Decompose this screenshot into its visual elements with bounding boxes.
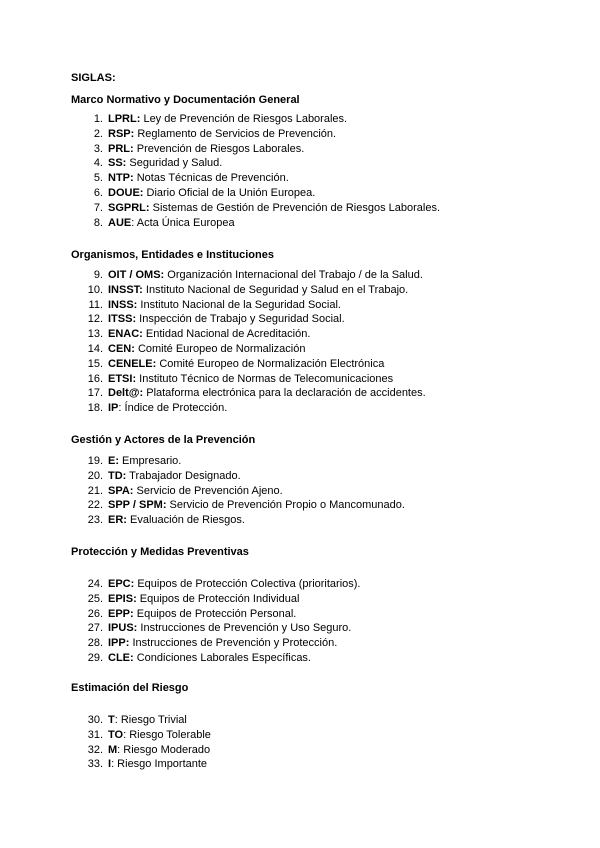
acronym-description: Instituto Técnico de Normas de Telecomunicaciones	[136, 372, 394, 385]
acronym: SS:	[108, 157, 127, 170]
acronym-description: : Riesgo Tolerable	[123, 728, 211, 741]
item-text	[108, 142, 304, 157]
section-heading-marco-normativo: Marco Normativo y Documentación General	[71, 94, 300, 106]
acronym: LPRL:	[108, 113, 141, 125]
item-text	[108, 728, 211, 743]
item-number: 33.	[87, 758, 103, 771]
item-text	[108, 454, 181, 469]
item-number: 23.	[87, 514, 103, 527]
item-text	[108, 156, 222, 171]
item-text	[108, 186, 315, 201]
item-text	[108, 386, 426, 401]
acronym: NTP:	[108, 172, 134, 185]
acronym-description: : Índice de Protección.	[118, 402, 228, 415]
item-number: 3.	[93, 142, 103, 155]
acronym: ENAC:	[108, 328, 143, 341]
acronym: INSS:	[108, 298, 138, 311]
item-text	[108, 312, 345, 327]
item-number: 27.	[87, 622, 103, 635]
section-heading-proteccion-medidas: Protección y Medidas Preventivas	[71, 546, 249, 558]
acronym: EPP:	[108, 607, 134, 620]
item-number: 17.	[87, 387, 103, 400]
acronym-description: Trabajador Designado.	[126, 469, 241, 482]
acronym-description: Entidad Nacional de Acreditación.	[142, 328, 311, 341]
item-number: 11.	[88, 298, 103, 311]
item-number: 16.	[87, 372, 103, 385]
item-text	[108, 357, 384, 372]
acronym-description: Equipos de Protección Colectiva (prioritarios).	[134, 578, 361, 590]
acronym-description: Sistemas de Gestión de Prevención de Riesgos Laborales.	[149, 201, 441, 214]
acronym-description: Instrucciones de Prevención y Uso Seguro.	[137, 622, 352, 635]
item-text	[108, 171, 289, 186]
acronym-description: Instituto Nacional de Seguridad y Salud en el Trabajo.	[142, 283, 409, 296]
item-text	[108, 268, 423, 283]
acronym: TD:	[108, 469, 127, 482]
document-title: SIGLAS:	[71, 72, 116, 84]
item-number: 6.	[93, 186, 103, 199]
acronym: CEN:	[108, 342, 135, 355]
item-number: 21.	[87, 484, 103, 497]
acronym: SPA:	[108, 484, 134, 497]
item-text	[108, 577, 361, 592]
acronym-description: : Riesgo Trivial	[114, 714, 187, 726]
acronym: RSP:	[108, 127, 135, 140]
acronym-description: Empresario.	[119, 455, 182, 467]
item-text	[108, 216, 235, 231]
item-number: 26.	[87, 607, 103, 620]
acronym-description: Comité Europeo de Normalización Electrónica	[156, 357, 385, 370]
item-text	[108, 713, 187, 728]
item-text	[108, 636, 337, 651]
item-number: 1.	[93, 113, 103, 125]
acronym-description: Servicio de Prevención Propio o Mancomunado.	[166, 499, 405, 512]
acronym: IP	[108, 402, 119, 415]
item-number: 10.	[87, 283, 103, 296]
item-number: 7.	[93, 201, 103, 214]
acronym-description: Servicio de Prevención Ajeno.	[133, 484, 283, 497]
acronym: ETSI:	[108, 372, 137, 385]
item-number: 25.	[87, 592, 103, 605]
item-text	[108, 127, 336, 142]
acronym: PRL:	[108, 142, 134, 155]
acronym: EPC:	[108, 578, 135, 590]
item-text	[108, 621, 351, 636]
acronym: Delt@:	[108, 387, 144, 400]
acronym-description: Notas Técnicas de Prevención.	[133, 172, 289, 185]
item-number: 12.	[87, 313, 103, 326]
item-number: 8.	[93, 216, 103, 229]
item-number: 31.	[87, 728, 103, 741]
item-number: 13.	[87, 328, 103, 341]
acronym: CENELE:	[108, 357, 157, 370]
section-heading-estimacion-riesgo: Estimación del Riesgo	[71, 682, 189, 694]
section-heading-organismos: Organismos, Entidades e Instituciones	[71, 249, 274, 261]
item-number: 5.	[93, 172, 103, 185]
acronym-description: Organización Internacional del Trabajo / de la Salud.	[164, 269, 423, 281]
acronym-description: Prevención de Riesgos Laborales.	[133, 142, 305, 155]
acronym: E:	[108, 455, 119, 467]
item-text	[108, 607, 296, 622]
item-text	[108, 469, 241, 484]
acronym: TO	[108, 728, 124, 741]
item-text	[108, 513, 245, 528]
acronym: T	[108, 714, 115, 726]
acronym: OIT / OMS:	[108, 269, 165, 281]
acronym: DOUE:	[108, 186, 144, 199]
item-number: 14.	[87, 342, 103, 355]
item-text	[108, 743, 210, 758]
item-text	[108, 498, 405, 513]
acronym-description: Condiciones Laborales Específicas.	[133, 651, 311, 664]
acronym: SGPRL:	[108, 201, 150, 214]
item-text	[108, 342, 305, 357]
acronym: EPIS:	[108, 592, 137, 605]
section-heading-gestion-actores: Gestión y Actores de la Prevención	[71, 434, 256, 446]
item-text	[108, 298, 341, 313]
acronym-description: : Riesgo Moderado	[117, 743, 211, 756]
item-number: 9.	[93, 269, 103, 281]
acronym-description: Inspección de Trabajo y Seguridad Social.	[136, 313, 345, 326]
acronym-description: Equipos de Protección Individual	[136, 592, 300, 605]
acronym-description: Reglamento de Servicios de Prevención.	[134, 127, 337, 140]
acronym-description: Seguridad y Salud.	[126, 157, 223, 170]
item-number: 24.	[87, 578, 103, 590]
item-text	[108, 112, 347, 127]
acronym-description: Equipos de Protección Personal.	[133, 607, 297, 620]
item-text	[108, 484, 283, 499]
acronym: INSST:	[108, 283, 143, 296]
item-text	[108, 651, 311, 666]
item-number: 19.	[87, 455, 103, 467]
item-number: 29.	[87, 651, 103, 664]
item-number: 2.	[93, 127, 103, 140]
acronym: I	[108, 758, 112, 771]
item-text	[108, 327, 310, 342]
acronym-description: Diario Oficial de la Unión Europea.	[143, 186, 316, 199]
item-number: 4.	[93, 157, 103, 170]
acronym-description: Comité Europeo de Normalización	[134, 342, 306, 355]
acronym: IPP:	[108, 637, 130, 650]
acronym-description: : Riesgo Importante	[111, 758, 208, 771]
item-text	[108, 201, 440, 216]
item-number: 22.	[87, 499, 103, 512]
acronym: M	[108, 743, 118, 756]
acronym-description: Ley de Prevención de Riesgos Laborales.	[140, 113, 348, 125]
item-number: 32.	[87, 743, 103, 756]
acronym: IPUS:	[108, 622, 138, 635]
acronym: ITSS:	[108, 313, 137, 326]
item-text	[108, 283, 408, 298]
item-text	[108, 757, 207, 772]
item-text	[108, 372, 393, 387]
acronym-description: : Acta Única Europea	[131, 216, 235, 229]
acronym: AUE	[108, 216, 132, 229]
acronym: ER:	[108, 514, 127, 527]
item-number: 28.	[87, 637, 103, 650]
item-number: 20.	[87, 469, 103, 482]
item-text	[108, 592, 299, 607]
item-text	[108, 401, 227, 416]
acronym-description: Instrucciones de Prevención y Protección.	[129, 637, 338, 650]
acronym-description: Evaluación de Riesgos.	[126, 514, 245, 527]
acronym: SPP / SPM:	[108, 499, 167, 512]
acronym-description: Instituto Nacional de la Seguridad Social.	[137, 298, 341, 311]
item-number: 18.	[87, 402, 103, 415]
item-number: 15.	[87, 357, 103, 370]
item-number: 30.	[87, 714, 103, 726]
acronym: CLE:	[108, 651, 134, 664]
acronym-description: Plataforma electrónica para la declaración de accidentes.	[143, 387, 426, 400]
